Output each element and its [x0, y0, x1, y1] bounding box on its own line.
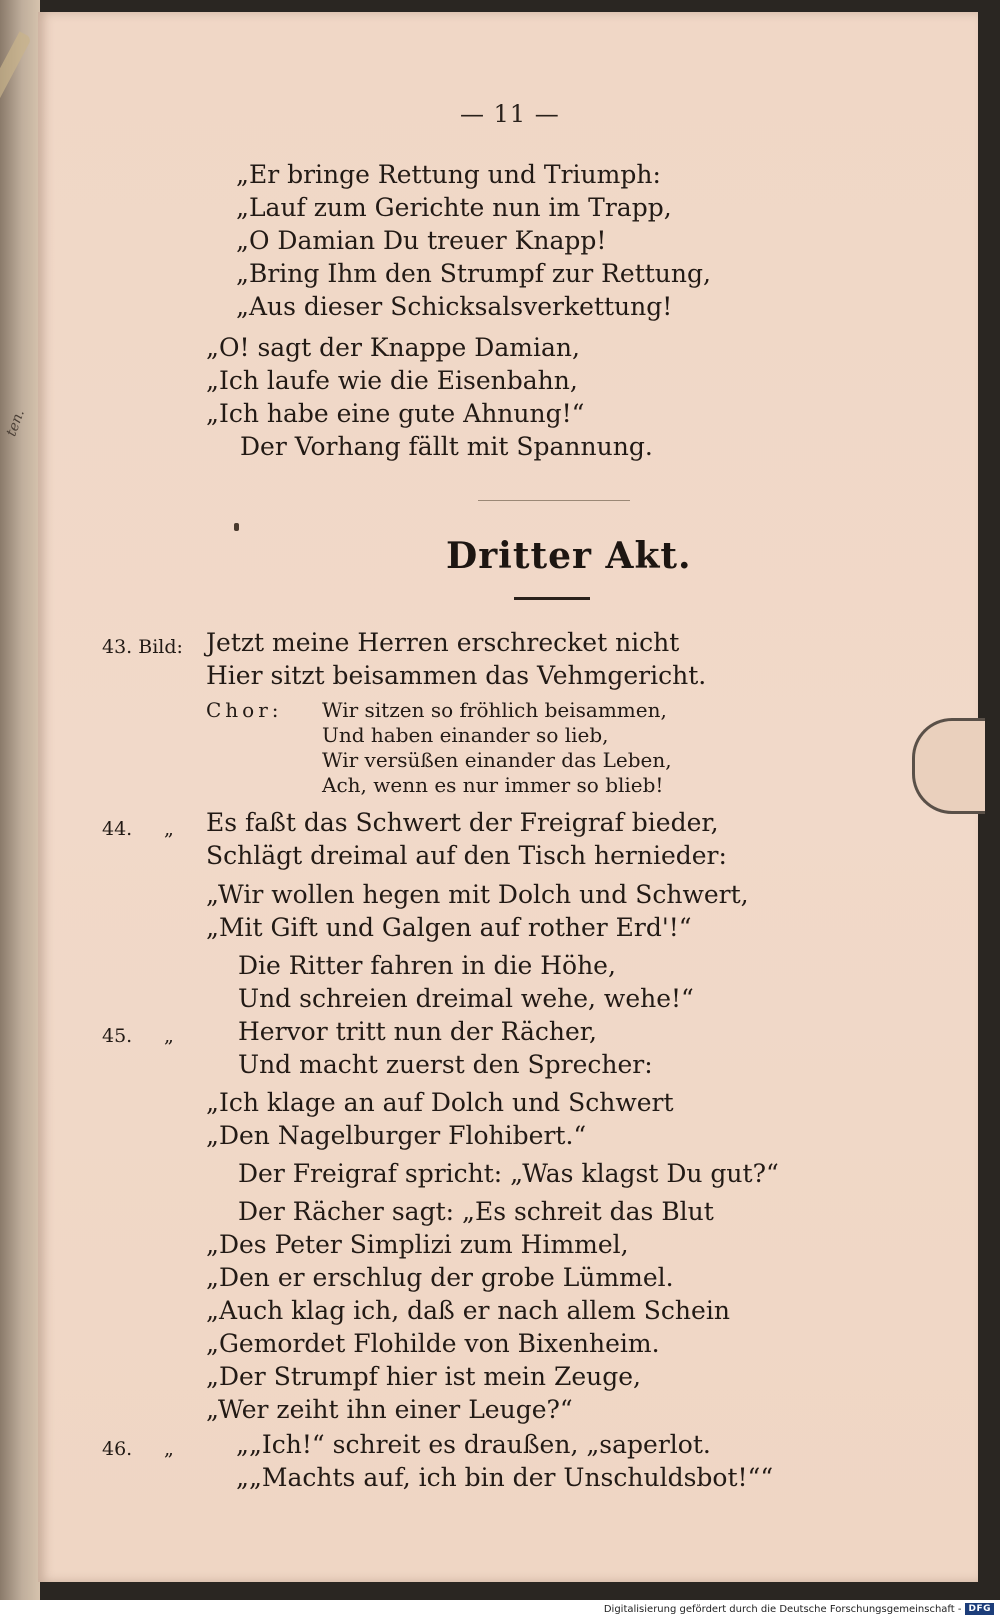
book-spine — [0, 0, 40, 1600]
verse-line: „O Damian Du treuer Knapp! — [236, 226, 607, 255]
divider-rule — [478, 500, 630, 501]
verse-line: „Wir wollen hegen mit Dolch und Schwert, — [206, 880, 749, 909]
verse-line: „Wer zeiht ihn einer Leuge?“ — [206, 1395, 573, 1424]
page-number: — 11 — — [460, 100, 560, 128]
verse-line: Jetzt meine Herren erschrecket nicht — [206, 628, 680, 657]
stage-direction: Der Vorhang fällt mit Spannung. — [240, 432, 653, 461]
scene-number: 43. Bild: — [102, 636, 183, 658]
page-tab-notch — [912, 718, 985, 814]
verse-line: Die Ritter fahren in die Höhe, — [238, 951, 616, 980]
verse-line: „Gemordet Flohilde von Bixenheim. — [206, 1329, 660, 1358]
verse-line: „„Ich!“ schreit es draußen, „saperlot. — [236, 1430, 711, 1459]
ditto-mark: „ — [164, 1438, 174, 1460]
verse-line: „Den er erschlug der grobe Lümmel. — [206, 1263, 674, 1292]
verse-line: „Ich klage an auf Dolch und Schwert — [206, 1088, 674, 1117]
scene-number: 45. — [102, 1025, 133, 1047]
verse-line: Es faßt das Schwert der Freigraf bieder, — [206, 808, 719, 837]
verse-line: „Auch klag ich, daß er nach allem Schein — [206, 1296, 730, 1325]
verse-line: „Er bringe Rettung und Triumph: — [236, 160, 661, 189]
funding-text: Digitalisierung gefördert durch die Deutsche Forschungsgemeinschaft - — [603, 1603, 962, 1615]
spine-text: ten. — [3, 407, 28, 439]
verse-line: Hier sitzt beisammen das Vehmgericht. — [206, 661, 707, 690]
verse-line: „Lauf zum Gerichte nun im Trapp, — [236, 193, 672, 222]
verse-line: „Mit Gift und Galgen auf rother Erd'!“ — [206, 913, 692, 942]
ditto-mark: „ — [164, 818, 174, 840]
act-heading: Dritter Akt. — [446, 535, 692, 577]
verse-line: Der Freigraf spricht: „Was klagst Du gut?“ — [238, 1159, 779, 1188]
verse-line: „Der Strumpf hier ist mein Zeuge, — [206, 1362, 641, 1391]
verse-line: Der Rächer sagt: „Es schreit das Blut — [238, 1197, 714, 1226]
verse-line: Hervor tritt nun der Rächer, — [238, 1017, 597, 1046]
chorus-line: Wir sitzen so fröhlich beisammen, — [322, 698, 667, 722]
verse-line: Und schreien dreimal wehe, wehe!“ — [238, 984, 694, 1013]
heading-underline — [514, 597, 590, 600]
chorus-line: Wir versüßen einander das Leben, — [322, 748, 672, 772]
verse-line: „Aus dieser Schicksalsverkettung! — [236, 292, 673, 321]
verse-line: „Des Peter Simplizi zum Himmel, — [206, 1230, 629, 1259]
verse-line: Und macht zuerst den Sprecher: — [238, 1050, 653, 1079]
chorus-line: Und haben einander so lieb, — [322, 723, 609, 747]
binding-mark — [0, 31, 32, 108]
verse-line: „Bring Ihm den Strumpf zur Rettung, — [236, 259, 711, 288]
chorus-line: Ach, wenn es nur immer so blieb! — [322, 773, 664, 797]
chorus-label: Chor: — [206, 698, 283, 722]
verse-line: „Ich laufe wie die Eisenbahn, — [206, 366, 578, 395]
verse-line: „Ich habe eine gute Ahnung!“ — [206, 399, 585, 428]
dfg-logo: DFG — [965, 1603, 994, 1615]
scene-number: 44. — [102, 818, 133, 840]
verse-line: „O! sagt der Knappe Damian, — [206, 333, 580, 362]
verse-line: „„Machts auf, ich bin der Unschuldsbot!““ — [236, 1463, 774, 1492]
ink-speck — [234, 523, 239, 531]
funding-credit — [604, 1603, 994, 1615]
verse-line: „Den Nagelburger Flohibert.“ — [206, 1121, 587, 1150]
ditto-mark: „ — [164, 1025, 174, 1047]
scene-number: 46. — [102, 1438, 133, 1460]
verse-line: Schlägt dreimal auf den Tisch hernieder: — [206, 841, 727, 870]
